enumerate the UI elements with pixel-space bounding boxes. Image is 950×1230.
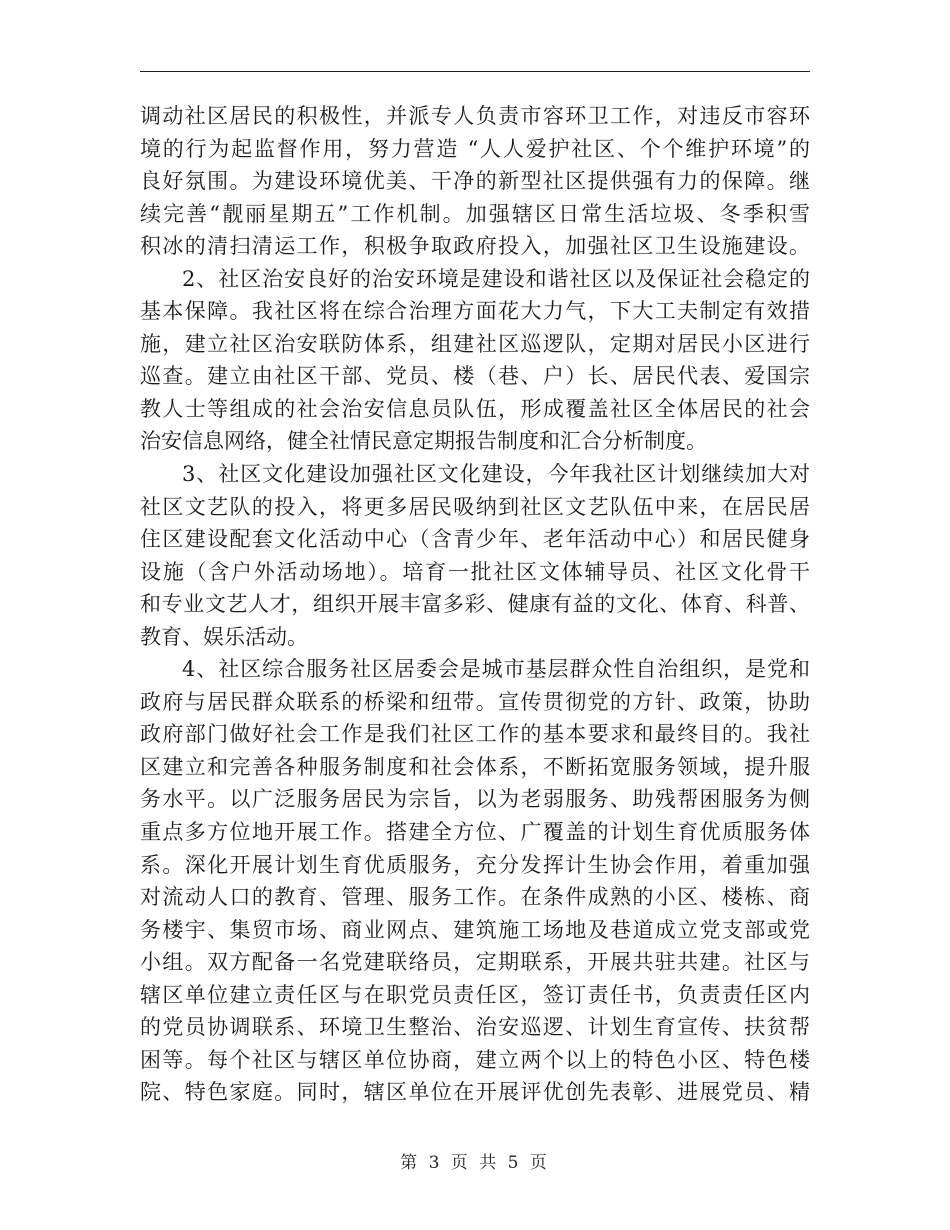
text-line: 良好氛围。为建设环境优美、干净的新型社区提供强有力的保障。继 [140, 169, 810, 194]
header-rule [140, 71, 810, 72]
page-number: 第 3 页 共 5 页 [400, 1153, 550, 1173]
text-line: 续完善“靓丽星期五”工作机制。加强辖区日常生活垃圾、冬季积雪 [140, 201, 810, 226]
text-line: 3、社区文化建设加强社区文化建设，今年我社区计划继续加大对 [182, 462, 810, 487]
text-line: 教人士等组成的社会治安信息员队伍，形成覆盖社区全体居民的社会 [140, 396, 810, 421]
text-line: 4、社区综合服务社区居委会是城市基层群众性自治组织，是党和 [182, 657, 810, 682]
text-line: 设施（含户外活动场地）。培育一批社区文体辅导员、社区文化骨干 [140, 559, 810, 584]
text-line: 教育、娱乐活动。 [140, 624, 308, 649]
text-line: 辖区单位建立责任区与在职党员责任区，签订责任书，负责责任区内 [140, 982, 810, 1007]
text-line: 院、特色家庭。同时，辖区单位在开展评优创先表彰、进展党员、精 [140, 1080, 810, 1105]
text-line: 务楼宇、集贸市场、商业网点、建筑施工场地及巷道成立党支部或党 [140, 917, 810, 942]
text-line: 住区建设配套文化活动中心（含青少年、老年活动中心）和居民健身 [140, 527, 810, 552]
text-line: 基本保障。我社区将在综合治理方面花大力气，下大工夫制定有效措 [140, 299, 810, 324]
document-body [140, 100, 810, 1109]
text-line: 政府部门做好社会工作是我们社区工作的基本要求和最终目的。我社 [140, 722, 810, 747]
text-line: 社区文艺队的投入，将更多居民吸纳到社区文艺队伍中来，在居民居 [140, 494, 810, 519]
text-line: 务水平。以广泛服务居民为宗旨，以为老弱服务、助残帮困服务为侧 [140, 787, 810, 812]
text-line: 困等。每个社区与辖区单位协商，建立两个以上的特色小区、特色楼 [140, 1047, 810, 1072]
text-line: 重点多方位地开展工作。搭建全方位、广覆盖的计划生育优质服务体 [140, 820, 810, 845]
text-line: 境的行为起监督作用，努力营造 “人人爱护社区、个个维护环境”的 [140, 136, 810, 161]
text-line: 2、社区治安良好的治安环境是建设和谐社区以及保证社会稳定的 [182, 266, 810, 291]
text-line: 小组。双方配备一名党建联络员，定期联系，开展共驻共建。社区与 [140, 950, 810, 975]
text-line: 区建立和完善各种服务制度和社会体系，不断拓宽服务领域，提升服 [140, 754, 810, 779]
text-line: 施，建立社区治安联防体系，组建社区巡逻队，定期对居民小区进行 [140, 331, 810, 356]
text-line: 对流动人口的教育、管理、服务工作。在条件成熟的小区、楼栋、商 [140, 885, 810, 910]
text-line: 积冰的清扫清运工作，积极争取政府投入，加强社区卫生设施建设。 [140, 234, 810, 259]
text-line: 系。深化开展计划生育优质服务，充分发挥计生协会作用，着重加强 [140, 852, 810, 877]
text-line: 的党员协调联系、环境卫生整治、治安巡逻、计划生育宣传、扶贫帮 [140, 1015, 810, 1040]
text-line: 调动社区居民的积极性，并派专人负责市容环卫工作，对违反市容环 [140, 104, 810, 128]
text-line: 巡查。建立由社区干部、党员、楼（巷、户）长、居民代表、爱国宗 [140, 364, 810, 389]
text-line: 和专业文艺人才，组织开展丰富多彩、健康有益的文化、体育、科普、 [140, 592, 810, 617]
text-line: 政府与居民群众联系的桥梁和纽带。宣传贯彻党的方针、政策，协助 [140, 689, 810, 714]
text-line: 治安信息网络，健全社情民意定期报告制度和汇合分析制度。 [140, 429, 707, 454]
